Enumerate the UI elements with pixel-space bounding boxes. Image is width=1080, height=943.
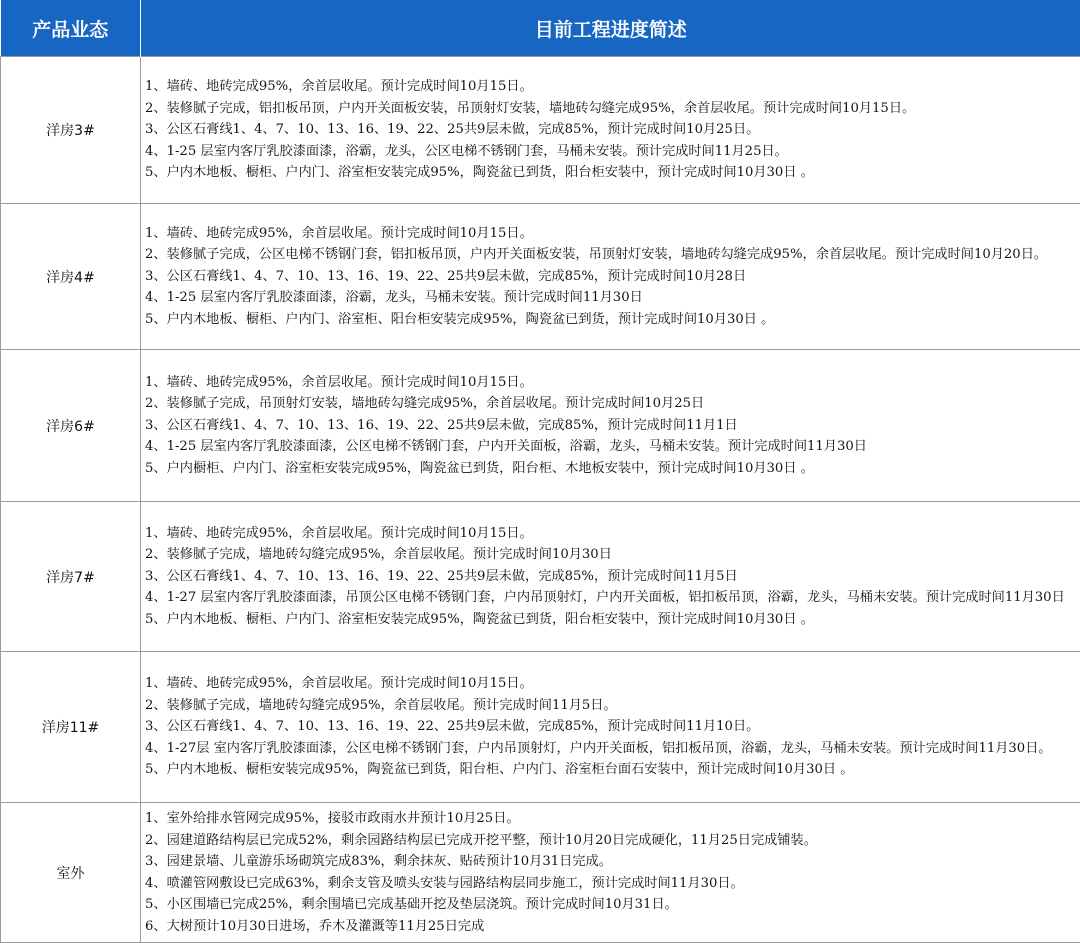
column-header-product-type: 产品业态	[1, 0, 141, 57]
progress-line: 1、墙砖、地砖完成95%，余首层收尾。预计完成时间10月15日。	[145, 673, 1074, 695]
progress-line: 2、装修腻子完成，吊顶射灯安装，墙地砖勾缝完成95%，余首层收尾。预计完成时间10月25日	[145, 393, 1074, 415]
progress-line: 2、装修腻子完成，公区电梯不锈钢门套，铝扣板吊顶，户内开关面板安装，吊顶射灯安装，墙地砖勾缝完成95%，余首层收尾。预计完成时间10月20日。	[145, 244, 1074, 266]
progress-line: 4、1-25 层室内客厅乳胶漆面漆，浴霸，龙头，公区电梯不锈钢门套，马桶未安装。预计完成时间11月25日。	[145, 141, 1074, 163]
table-row	[1, 652, 1080, 803]
progress-line: 1、墙砖、地砖完成95%，余首层收尾。预计完成时间10月15日。	[145, 76, 1074, 98]
product-type-cell: 洋房7#	[1, 502, 141, 652]
column-header-progress-summary: 目前工程进度简述	[141, 0, 1080, 57]
product-type-cell: 洋房4#	[1, 204, 141, 350]
progress-line: 3、园建景墙、儿童游乐场砌筑完成83%，剩余抹灰、贴砖预计10月31日完成。	[145, 851, 1074, 873]
progress-line: 4、1-25 层室内客厅乳胶漆面漆，公区电梯不锈钢门套，户内开关面板，浴霸，龙头，马桶未安装。预计完成时间11月30日	[145, 436, 1074, 458]
progress-line: 2、装修腻子完成，铝扣板吊顶，户内开关面板安装，吊顶射灯安装，墙地砖勾缝完成95%，余首层收尾。预计完成时间10月15日。	[145, 98, 1074, 120]
progress-line: 3、公区石膏线1、4、7、10、13、16、19、22、25共9层未做，完成85%，预计完成时间10月25日。	[145, 119, 1074, 141]
progress-cell	[141, 57, 1080, 204]
progress-line: 2、园建道路结构层已完成52%，剩余园路结构层已完成开挖平整，预计10月20日完成硬化，11月25日完成铺装。	[145, 830, 1074, 852]
progress-line: 3、公区石膏线1、4、7、10、13、16、19、22、25共9层未做，完成85%，预计完成时间11月1日	[145, 415, 1074, 437]
progress-line: 5、户内木地板、橱柜、户内门、浴室柜安装完成95%，陶瓷盆已到货，阳台柜安装中，预计完成时间10月30日 。	[145, 162, 1074, 184]
progress-line: 1、墙砖、地砖完成95%，余首层收尾。预计完成时间10月15日。	[145, 372, 1074, 394]
progress-line: 3、公区石膏线1、4、7、10、13、16、19、22、25共9层未做，完成85%，预计完成时间11月10日。	[145, 716, 1074, 738]
progress-line: 4、1-25 层室内客厅乳胶漆面漆，浴霸，龙头，马桶未安装。预计完成时间11月30日	[145, 287, 1074, 309]
progress-cell	[141, 350, 1080, 502]
progress-cell	[141, 502, 1080, 652]
progress-line: 5、小区围墙已完成25%，剩余围墙已完成基础开挖及垫层浇筑。预计完成时间10月31日。	[145, 894, 1074, 916]
table-row	[1, 803, 1080, 943]
product-type-cell: 洋房6#	[1, 350, 141, 502]
progress-cell	[141, 204, 1080, 350]
progress-line: 1、墙砖、地砖完成95%，余首层收尾。预计完成时间10月15日。	[145, 223, 1074, 245]
progress-line: 4、1-27 层室内客厅乳胶漆面漆，吊顶公区电梯不锈钢门套，户内吊顶射灯，户内开关面板，铝扣板吊顶，浴霸，龙头，马桶未安装。预计完成时间11月30日	[145, 587, 1074, 609]
table-header-row	[1, 0, 1080, 57]
table-row	[1, 502, 1080, 652]
progress-line: 3、公区石膏线1、4、7、10、13、16、19、22、25共9层未做，完成85%，预计完成时间11月5日	[145, 566, 1074, 588]
progress-line: 5、户内木地板、橱柜安装完成95%，陶瓷盆已到货，阳台柜、户内门、浴室柜台面石安装中，预计完成时间10月30日 。	[145, 759, 1074, 781]
table-row	[1, 57, 1080, 204]
progress-line: 4、喷灌管网敷设已完成63%，剩余支管及喷头安装与园路结构层同步施工，预计完成时间11月30日。	[145, 873, 1074, 895]
product-type-cell: 洋房11#	[1, 652, 141, 803]
progress-line: 1、墙砖、地砖完成95%，余首层收尾。预计完成时间10月15日。	[145, 523, 1074, 545]
progress-line: 3、公区石膏线1、4、7、10、13、16、19、22、25共9层未做，完成85%，预计完成时间10月28日	[145, 266, 1074, 288]
progress-line: 2、装修腻子完成，墙地砖勾缝完成95%，余首层收尾。预计完成时间10月30日	[145, 544, 1074, 566]
progress-line: 4、1-27层 室内客厅乳胶漆面漆，公区电梯不锈钢门套，户内吊顶射灯，户内开关面板，铝扣板吊顶，浴霸，龙头，马桶未安装。预计完成时间11月30日。	[145, 738, 1074, 760]
product-type-cell: 室外	[1, 803, 141, 943]
progress-line: 6、大树预计10月30日进场，乔木及灌溉等11月25日完成	[145, 916, 1074, 938]
progress-line: 5、户内橱柜、户内门、浴室柜安装完成95%，陶瓷盆已到货，阳台柜、木地板安装中，预计完成时间10月30日 。	[145, 458, 1074, 480]
progress-cell	[141, 652, 1080, 803]
table-row	[1, 204, 1080, 350]
progress-line: 2、装修腻子完成，墙地砖勾缝完成95%，余首层收尾。预计完成时间11月5日。	[145, 695, 1074, 717]
table-row	[1, 350, 1080, 502]
progress-line: 5、户内木地板、橱柜、户内门、浴室柜、阳台柜安装完成95%，陶瓷盆已到货，预计完成时间10月30日 。	[145, 309, 1074, 331]
progress-line: 1、室外给排水管网完成95%，接驳市政雨水井预计10月25日。	[145, 808, 1074, 830]
product-type-cell: 洋房3#	[1, 57, 141, 204]
progress-line: 5、户内木地板、橱柜、户内门、浴室柜安装完成95%，陶瓷盆已到货，阳台柜安装中，预计完成时间10月30日 。	[145, 609, 1074, 631]
progress-cell	[141, 803, 1080, 943]
